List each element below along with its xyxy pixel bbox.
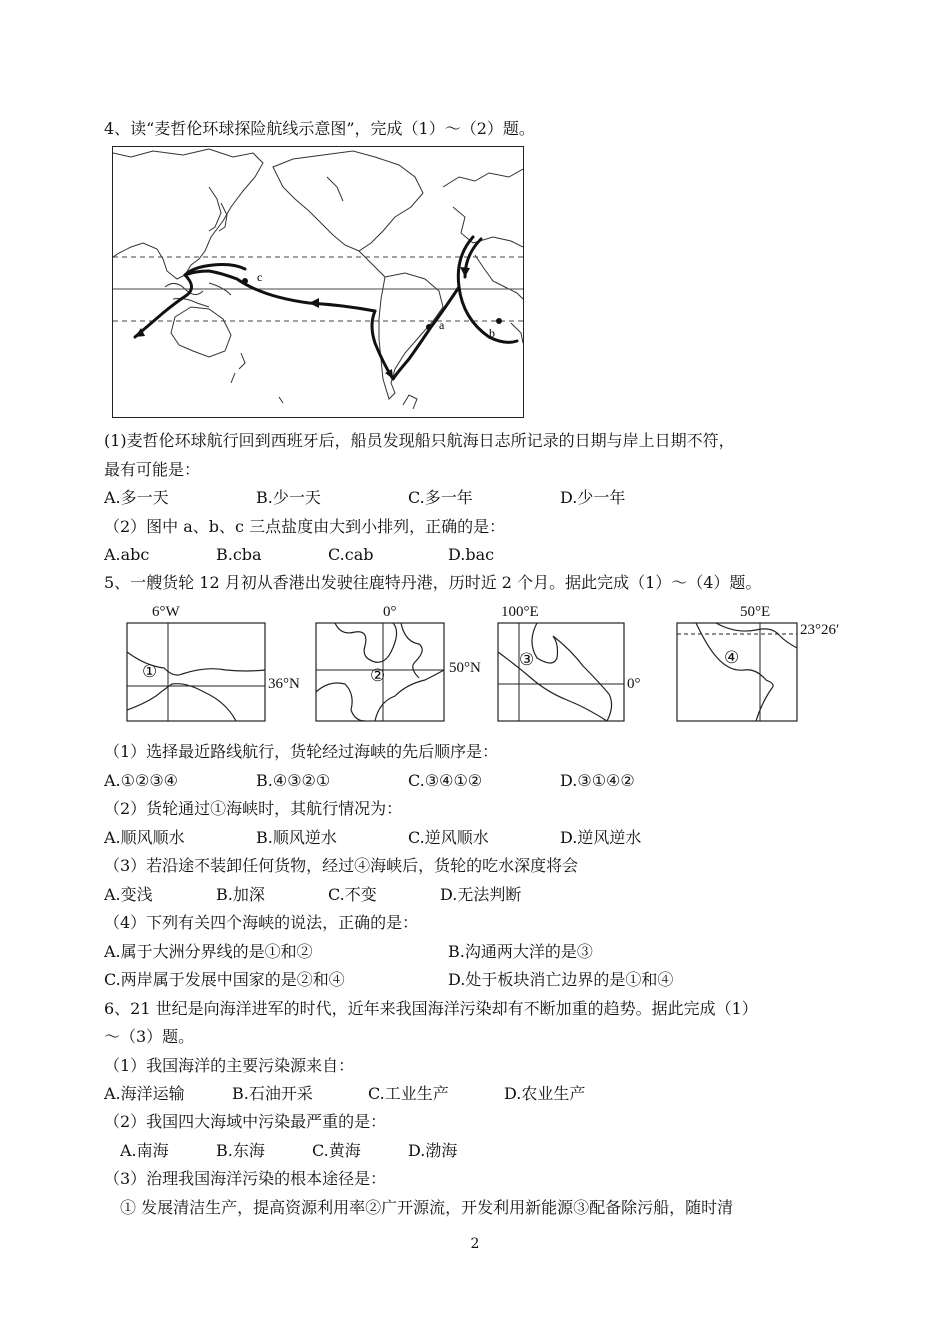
q6-title-line1: 6、21 世纪是向海洋进军的时代，近年来我国海洋污染却有不断加重的趋势。据此完成（1） — [104, 999, 758, 1018]
option-d[interactable]: D.逆风逆水 — [560, 828, 642, 847]
q4-title: 4、读“麦哲伦环球探险航线示意图”，完成（1）～（2）题。 — [104, 119, 535, 138]
option-a[interactable]: A.海洋运输 — [104, 1084, 185, 1103]
option-b[interactable]: B.④③②① — [256, 771, 331, 790]
q4-sub2-stem: （2）图中 a、b、c 三点盐度由大到小排列，正确的是： — [104, 517, 506, 536]
strait-map-2 — [315, 604, 495, 724]
option-a[interactable]: A.①②③④ — [104, 771, 179, 790]
option-c[interactable]: C.③④①② — [408, 771, 483, 790]
point-b-label: b — [489, 326, 495, 340]
option-c[interactable]: C.逆风顺水 — [408, 828, 489, 847]
option-d[interactable]: D.无法判断 — [440, 885, 522, 904]
strait-1-latitude: 36°N — [268, 676, 300, 692]
strait-3-longitude: 100°E — [501, 604, 539, 620]
option-a[interactable]: A.顺风顺水 — [104, 828, 185, 847]
q5-sub2-stem: （2）货轮通过①海峡时，其航行情况为： — [104, 799, 403, 818]
option-a[interactable]: A.南海 — [120, 1141, 169, 1160]
magellan-route-map — [112, 146, 524, 418]
q6-sub3-stem: （3）治理我国海洋污染的根本途径是： — [104, 1169, 387, 1188]
strait-1-number: ① — [142, 662, 158, 681]
strait-2-number: ② — [370, 666, 386, 685]
strait-1-longitude: 6°W — [152, 604, 180, 620]
strait-2-longitude: 0° — [383, 604, 397, 620]
option-b[interactable]: B.加深 — [216, 885, 265, 904]
option-b[interactable]: B.顺风逆水 — [256, 828, 337, 847]
option-b[interactable]: B.石油开采 — [232, 1084, 313, 1103]
q6-title-line2: ～（3）题。 — [104, 1027, 195, 1046]
strait-4-number: ④ — [724, 648, 740, 667]
strait-4-longitude: 50°E — [740, 604, 771, 620]
option-d[interactable]: D.农业生产 — [504, 1084, 586, 1103]
strait-3-svg — [497, 622, 625, 722]
q5-title: 5、一艘货轮 12 月初从香港出发驶往鹿特丹港，历时近 2 个月。据此完成（1）～（4）题。 — [104, 573, 762, 592]
option-c[interactable]: C.cab — [328, 545, 374, 564]
q5-sub4-stem: （4）下列有关四个海峡的说法，正确的是： — [104, 913, 419, 932]
q4-sub1-stem-line2: 最有可能是： — [104, 460, 201, 479]
strait-3-number: ③ — [519, 650, 535, 669]
point-c-label: c — [257, 270, 263, 284]
q6-sub2-stem: （2）我国四大海域中污染最严重的是： — [104, 1112, 387, 1131]
option-d[interactable]: D.处于板块消亡边界的是①和④ — [448, 970, 674, 989]
option-a[interactable]: A.变浅 — [104, 885, 153, 904]
option-b[interactable]: B.cba — [216, 545, 262, 564]
option-a[interactable]: A.属于大洲分界线的是①和② — [104, 942, 313, 961]
option-d[interactable]: D.③①④② — [560, 771, 635, 790]
option-c[interactable]: C.两岸属于发展中国家的是②和④ — [104, 970, 345, 989]
world-map-svg — [113, 147, 523, 417]
option-b[interactable]: B.沟通两大洋的是③ — [448, 942, 593, 961]
option-c[interactable]: C.不变 — [328, 885, 377, 904]
strait-map-3 — [497, 604, 657, 724]
option-c[interactable]: C.工业生产 — [368, 1084, 449, 1103]
page-number: 2 — [470, 1236, 480, 1252]
point-a-label: a — [439, 318, 445, 332]
option-d[interactable]: D.渤海 — [408, 1141, 458, 1160]
strait-4-svg — [676, 622, 798, 722]
option-d[interactable]: D.少一年 — [560, 488, 626, 507]
option-c[interactable]: C.黄海 — [312, 1141, 361, 1160]
strait-2-latitude: 50°N — [449, 660, 481, 676]
option-c[interactable]: C.多一年 — [408, 488, 473, 507]
q6-sub3-statements: ① 发展清洁生产，提高资源利用率②广开源流，开发利用新能源③配备除污船，随时清 — [120, 1198, 734, 1217]
q6-sub1-stem: （1）我国海洋的主要污染源来自： — [104, 1056, 355, 1075]
option-a[interactable]: A.多一天 — [104, 488, 169, 507]
strait-4-latitude: 23°26′ — [800, 622, 840, 638]
q4-sub1-stem-line1: (1)麦哲伦环球航行回到西班牙后，船员发现船只航海日志所记录的日期与岸上日期不符， — [104, 431, 735, 450]
q5-sub3-stem: （3）若沿途不装卸任何货物，经过④海峡后，货轮的吃水深度将会 — [104, 856, 579, 875]
q5-sub1-stem: （1）选择最近路线航行，货轮经过海峡的先后顺序是： — [104, 742, 499, 761]
option-a[interactable]: A.abc — [104, 545, 150, 564]
option-d[interactable]: D.bac — [448, 545, 495, 564]
strait-3-latitude: 0° — [627, 676, 641, 692]
strait-map-4 — [676, 604, 856, 724]
option-b[interactable]: B.东海 — [216, 1141, 265, 1160]
option-b[interactable]: B.少一天 — [256, 488, 321, 507]
